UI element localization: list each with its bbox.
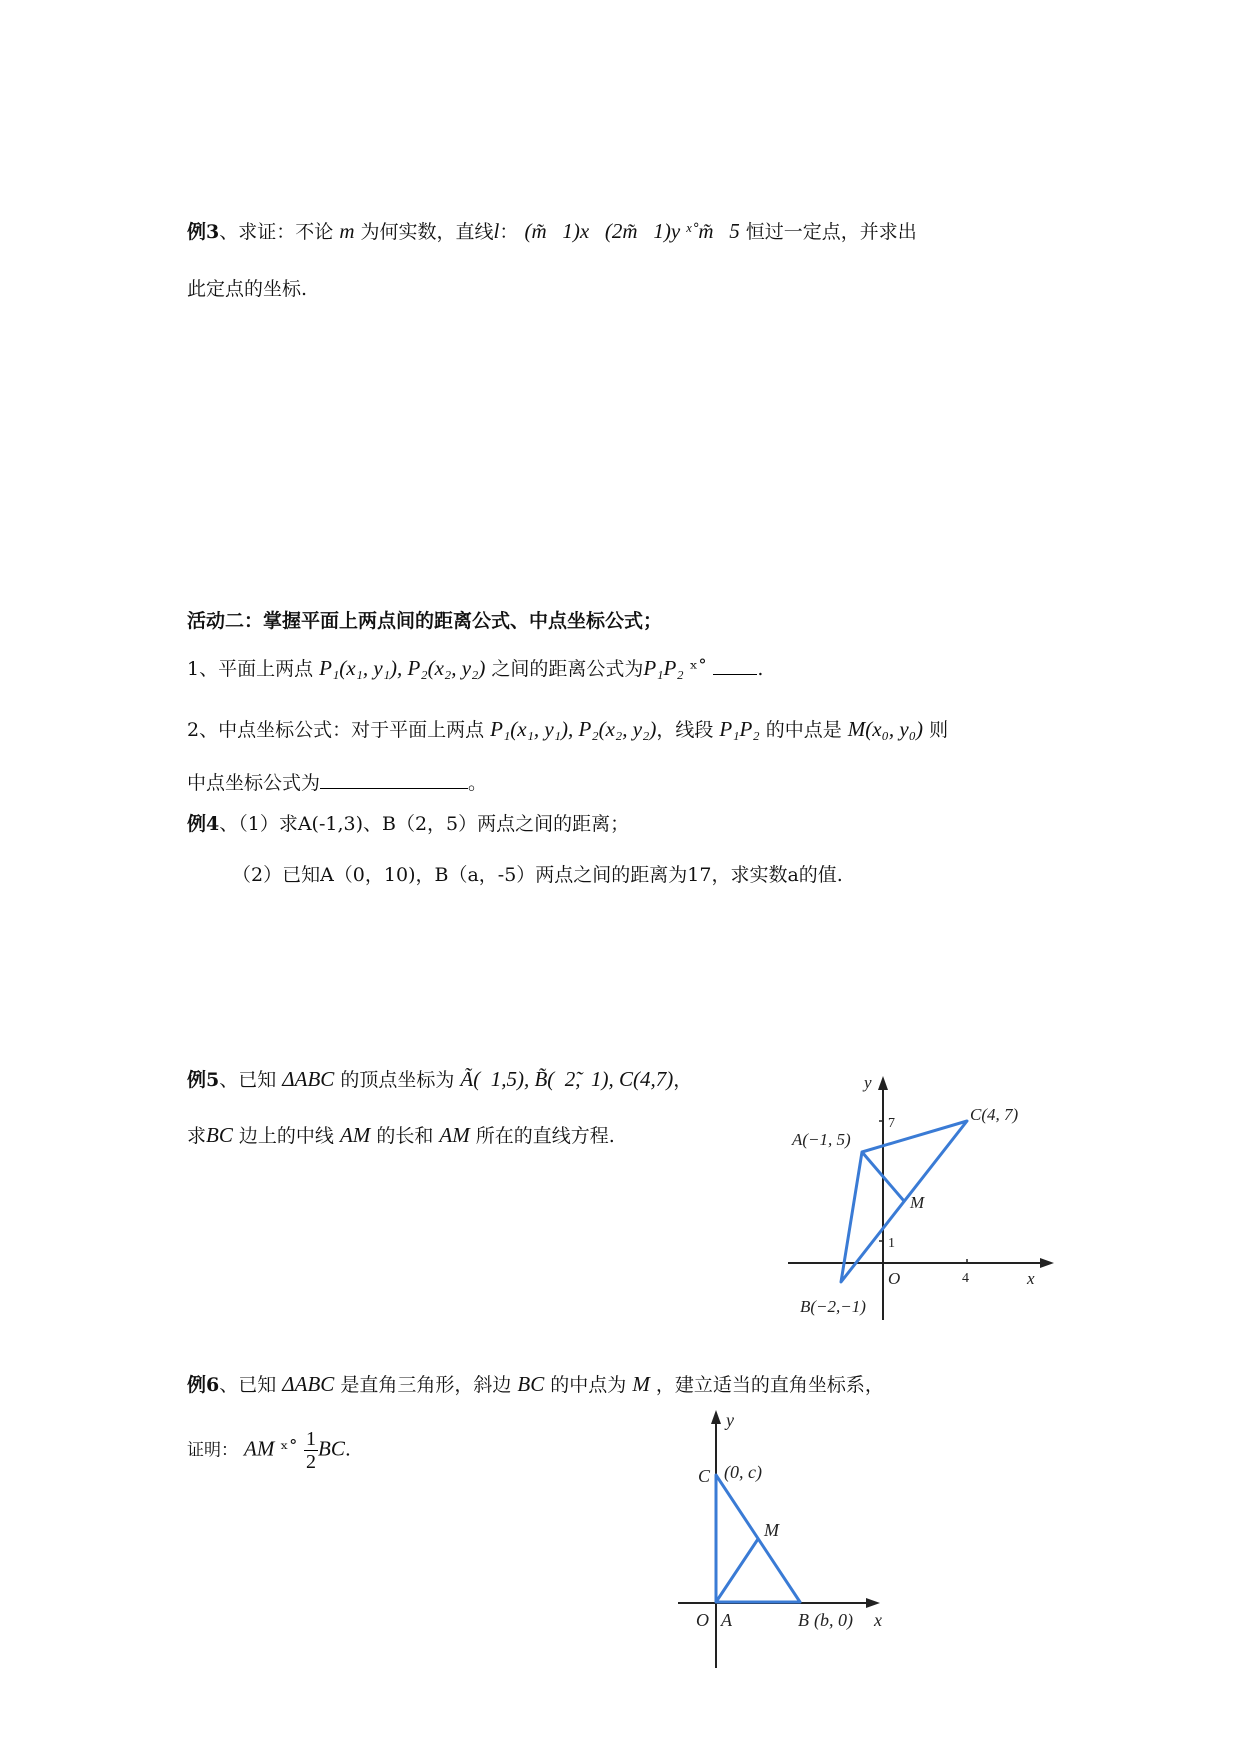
x-axis-label: x (1027, 1269, 1035, 1288)
point-m-label: M (910, 1193, 925, 1212)
point-m-label: M (764, 1520, 779, 1540)
figure-triangle-abc-median (780, 1070, 1080, 1330)
y-axis-label: y (864, 1073, 872, 1092)
origin-label: O (696, 1610, 709, 1630)
point-c-label: C(4, 7) (970, 1105, 1019, 1124)
x-axis-label: x (874, 1610, 882, 1630)
point-b-coord: (b, 0) (814, 1610, 853, 1630)
activity-2-item-1: 1、平面上两点 P₁(x₁, y₁), P₂(x₂, y₂) 之间的距离公式为P₁P₂ ˣ˚ . (187, 656, 764, 680)
fraction-one-half: $\frac{1}{2}$ (306, 1428, 317, 1473)
answer-blank-distance[interactable] (713, 656, 757, 675)
y-axis-arrow (711, 1410, 721, 1424)
point-b-label: B(−2,−1) (800, 1297, 866, 1316)
point-b-label: B (798, 1610, 809, 1630)
example-4-label: 例4 (187, 813, 220, 835)
y-axis-arrow (878, 1076, 888, 1090)
point-c-coord: (0, c) (724, 1462, 762, 1482)
example-4-line2: （2）已知A（0，10)，B（a，-5）两点之间的距离为17，求实数a的值. (232, 864, 843, 886)
example-6-line2: 证明： AM ˣ˚ $\frac{1}{2}$ BC. (187, 1428, 351, 1473)
example-5-line1: 例5、已知 ΔABC 的顶点坐标为 Ã( 1,5), B̃( 2̃, 1), C(4,7)， (187, 1067, 693, 1091)
example-6-line1: 例6、已知 ΔABC 是直角三角形，斜边 BC 的中点为 M ，建立适当的直角坐标系， (187, 1372, 884, 1396)
x-axis-arrow (866, 1598, 880, 1608)
example-3-line1: 例3、求证：不论 m 为何实数，直线l： (m̃ 1)x (2m̃ 1)y ˣ˚m̃ 5 恒过一定点，并求出 (187, 219, 917, 243)
activity-2-item-2-line2: 中点坐标公式为 。 (187, 772, 488, 794)
median-am (716, 1539, 758, 1602)
x-axis-arrow (1040, 1258, 1054, 1268)
tick-1-label: 1 (888, 1236, 895, 1251)
activity-2-title: 活动二：掌握平面上两点间的距离公式、中点坐标公式； (187, 610, 663, 632)
y-axis-label: y (726, 1410, 734, 1430)
example-4-line1: 例4、（1）求A(-1,3)、B（2，5）两点之间的距离； (187, 813, 630, 835)
point-c-label: C (698, 1466, 711, 1486)
example-3-label: 例3 (187, 221, 220, 243)
tick-7-label: 7 (888, 1116, 895, 1131)
example-5-label: 例5 (187, 1069, 220, 1091)
line-equation: (m̃ 1)x (2m̃ 1)y ˣ˚m̃ 5 (524, 219, 740, 243)
activity-2-item-2: 2、中点坐标公式：对于平面上两点 P₁(x₁, y₁), P₂(x₂, y₂)，线段 P₁P₂ 的中点是 M(x₀, y₀) 则 (187, 717, 949, 741)
point-a-label: A (721, 1610, 732, 1630)
answer-blank-midpoint[interactable] (320, 770, 468, 789)
point-a-label: A(−1, 5) (792, 1130, 851, 1149)
example-3-line2: 此定点的坐标. (187, 278, 308, 300)
figure-right-triangle-coordinates (668, 1408, 898, 1678)
origin-label: O (888, 1269, 901, 1288)
example-6-label: 例6 (187, 1374, 220, 1396)
tick-4-label: 4 (962, 1271, 969, 1286)
example-5-line2: 求BC 边上的中线 AM 的长和 AM 所在的直线方程. (187, 1123, 615, 1147)
triangle-abc (841, 1121, 967, 1282)
